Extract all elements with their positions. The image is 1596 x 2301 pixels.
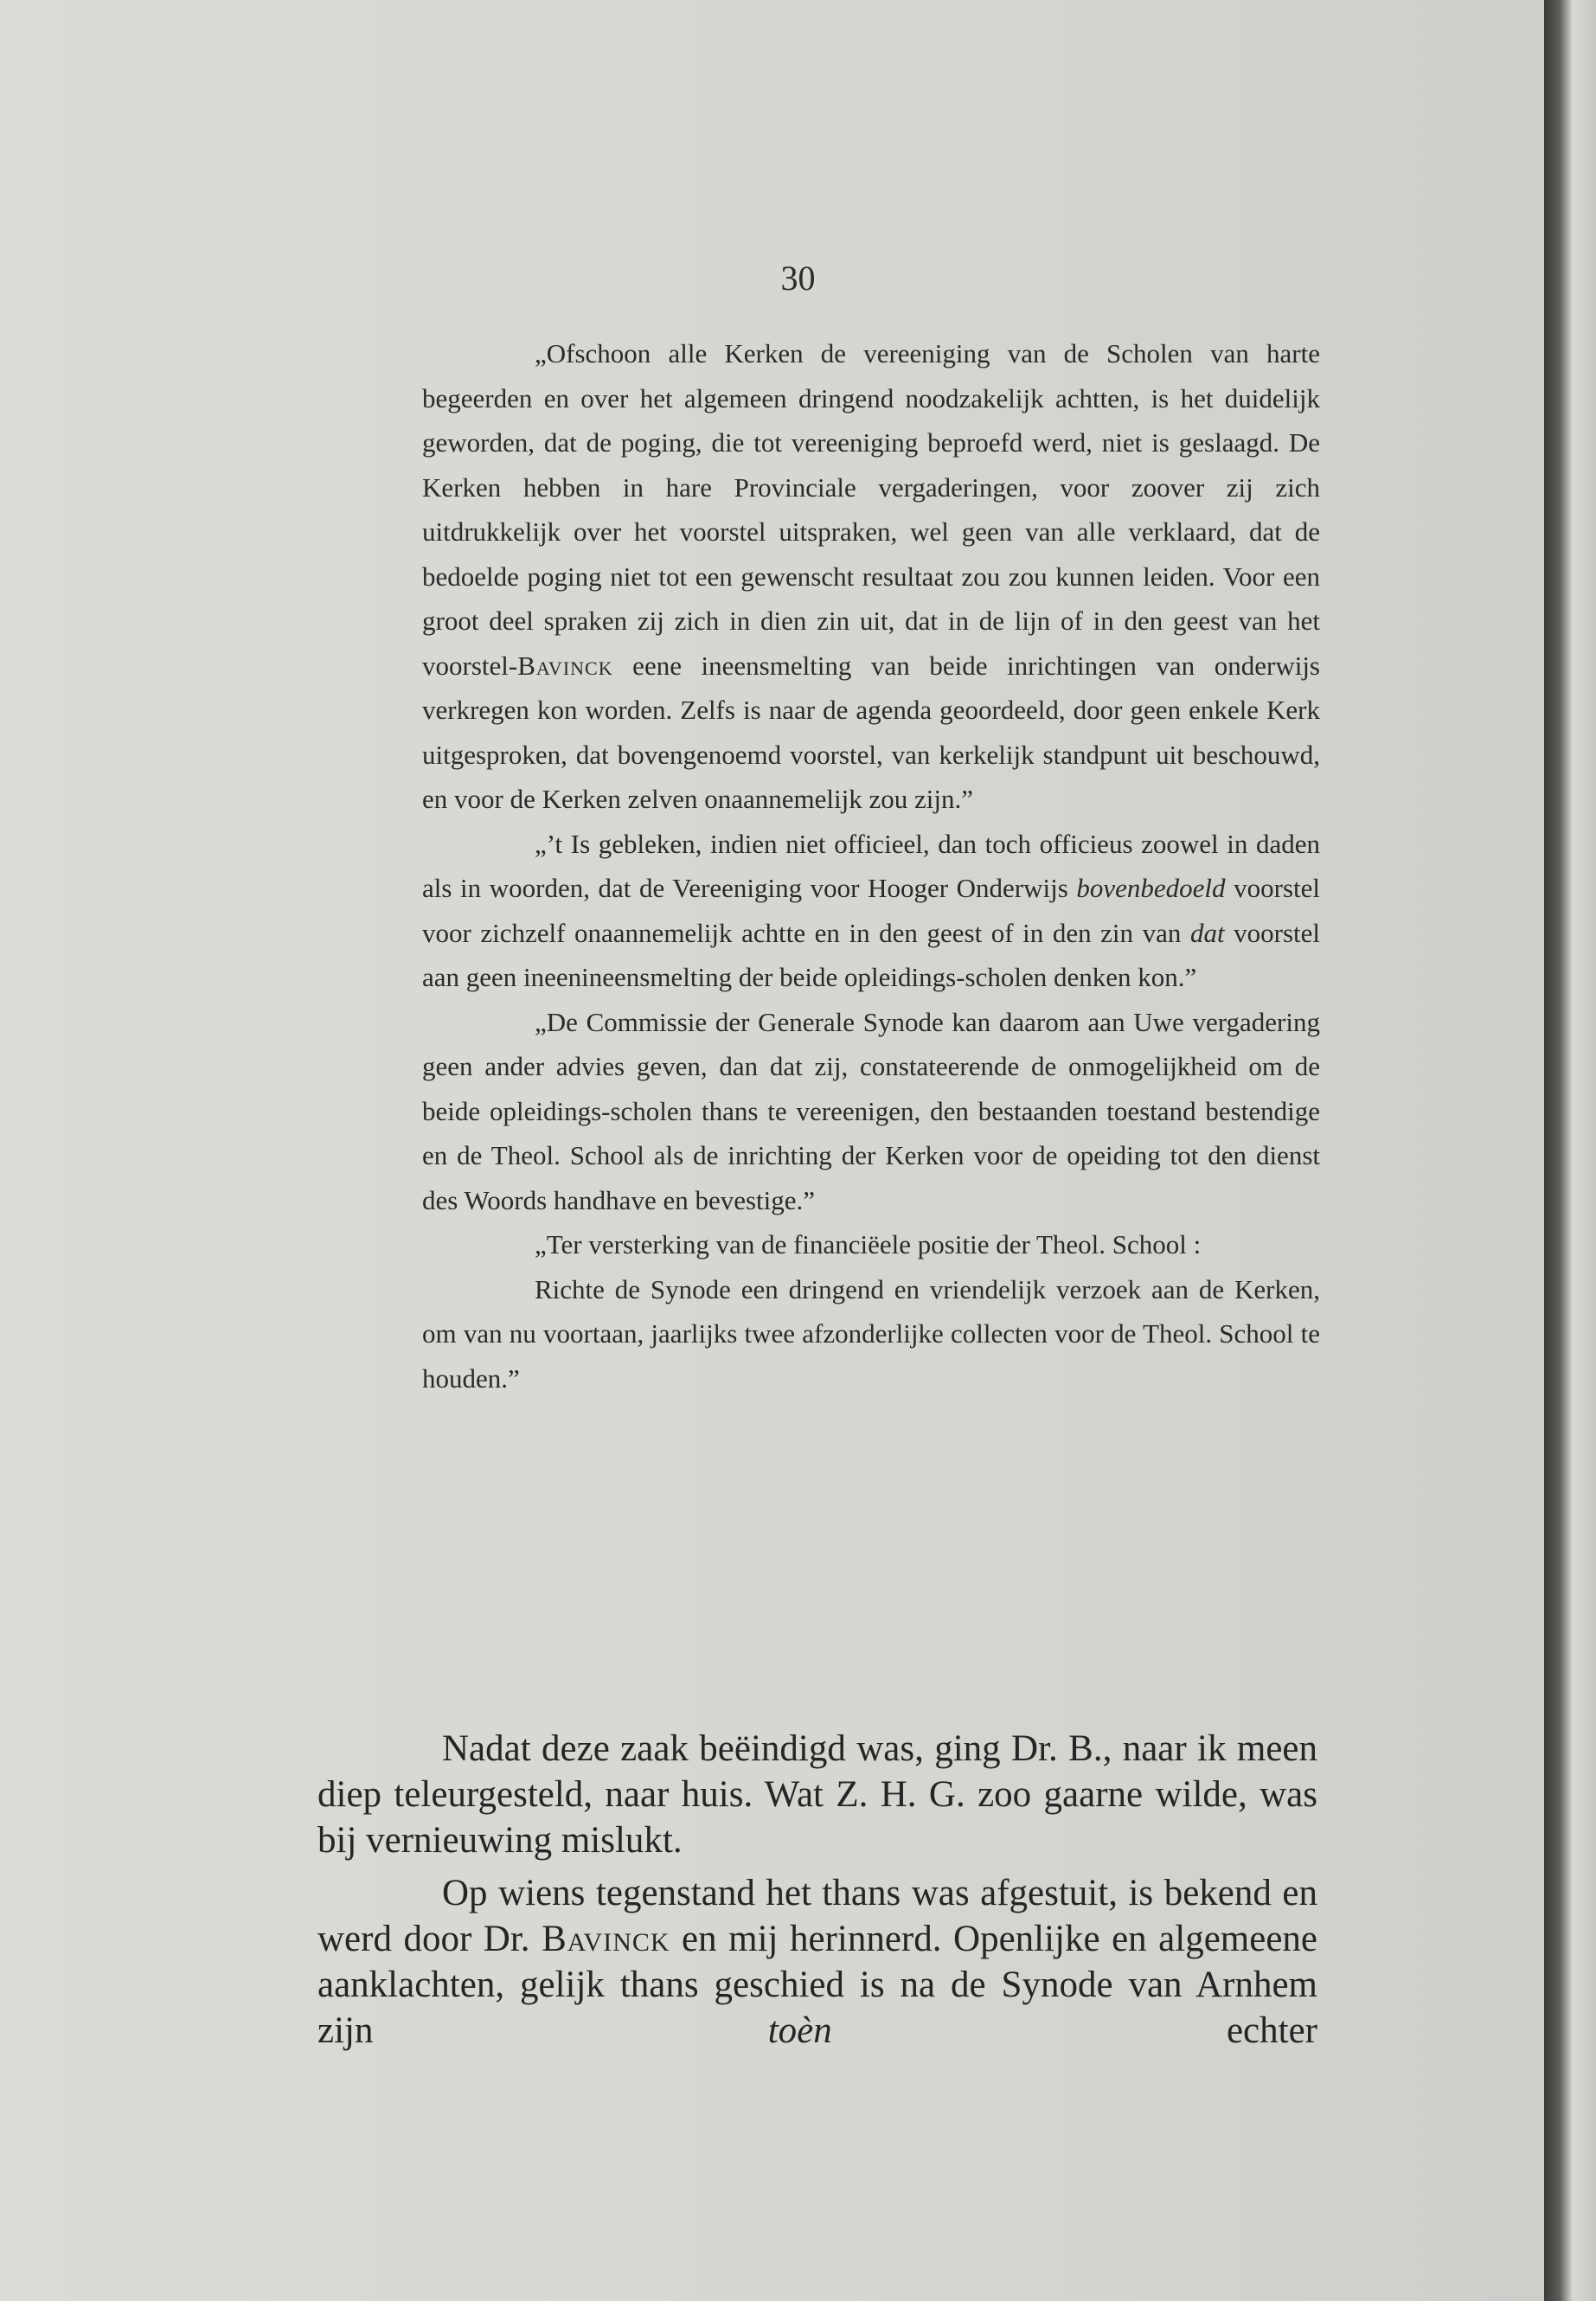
quote-p1-name: Bavinck — [517, 650, 613, 681]
page-number: 30 — [780, 259, 816, 298]
page-edge — [1544, 0, 1596, 2301]
quote-paragraph-2 — [422, 822, 1320, 1000]
quote-paragraph-1 — [422, 331, 1320, 822]
body-paragraph-1: Nadat deze zaak beëindigd was, ging Dr. B., naar ik meen diep teleurgesteld, naar huis. Wat Z. H. G. zoo gaarne wilde, was bij vernieuwing mislukt. — [317, 1728, 1317, 1861]
quote-paragraph-3: „De Commissie der Generale Synode kan daarom aan Uwe vergadering geen ander advies geven, dan dat zij, constateerende de onmogelijkheid om de beide opleidings-scholen thans te vereenigen, den bestaanden toestand bestendige en de Theol. School als de inrichting der Kerken voor de opeiding tot den dienst des Woords handhave en bevestige.” — [422, 1006, 1320, 1215]
quote-p2-italic-1: bovenbedoeld — [1076, 873, 1226, 903]
quote-paragraph-4: „Ter versterking van de financiëele positie der Theol. School : — [535, 1229, 1202, 1259]
quote-p1-end: eene ineensmelting van beide inrichtingen van onderwijs verkregen kon worden. Zelfs is naar de agenda geoordeeld, door geen enkele Kerk uitgesproken, dat bovengenoemd voorstel, van kerkelijk standpunt uit beschouwd, en voor de Kerken zelven onaannemelijk zou zijn.” — [422, 650, 1320, 814]
body-p2-italic: toèn — [767, 2010, 832, 2051]
body-p2-a: Op wiens tegenstand het thans was afgestuit, is bekend en werd door Dr. — [317, 1873, 1317, 1959]
body-p2-b: en mij herinnerd. Openlijke en algemeene aanklachten, gelijk thans geschied is na de Synode van Arnhem zijn — [317, 1919, 1318, 2051]
quote-p1-text: „Ofschoon alle Kerken de vereeniging van de Scholen van harte begeerden en over het algemeen dringend noodzakelijk achtten, is het duidelijk geworden, dat de poging, die tot vereeniging beproefd werd, niet is geslaagd. De Kerken hebben in hare Provinciale vergaderingen, voor zoover zij zich uitdrukkelijk over het voorstel uitspraken, wel geen van alle verklaard, dat de bedoelde poging niet tot een gewenscht resultaat zou zou kunnen leiden. Voor een groot deel spraken zij zich in dien zin uit, dat in de lijn of in den geest van het voorstel- — [422, 338, 1320, 681]
quote-paragraph-5: Richte de Synode een dringend en vriendelijk verzoek aan de Kerken, om van nu voortaan, jaarlijks twee afzonderlijke collecten voor de Theol. School te houden.” — [422, 1273, 1320, 1394]
quote-p2-b: voorstel voor zichzelf onaannemelijk achtte en in den geest of in den zin van — [422, 873, 1320, 948]
quoted-report — [422, 331, 1320, 1400]
body-paragraph-2 — [317, 1870, 1317, 2054]
quote-p2-a: „’t Is gebleken, indien niet officieel, dan toch officieus zoowel in daden als in woorden, dat de Vereeniging voor Hooger Onderwijs — [422, 828, 1320, 903]
main-text — [317, 1726, 1317, 2054]
body-p2-name: Bavinck — [542, 1919, 670, 1959]
quote-p2-italic-2: dat — [1189, 917, 1225, 948]
quote-p2-c: voorstel aan geen ineenineensmelting der beide opleidings-scholen denken kon.” — [422, 917, 1321, 992]
body-p2-c: echter — [831, 2010, 1317, 2051]
